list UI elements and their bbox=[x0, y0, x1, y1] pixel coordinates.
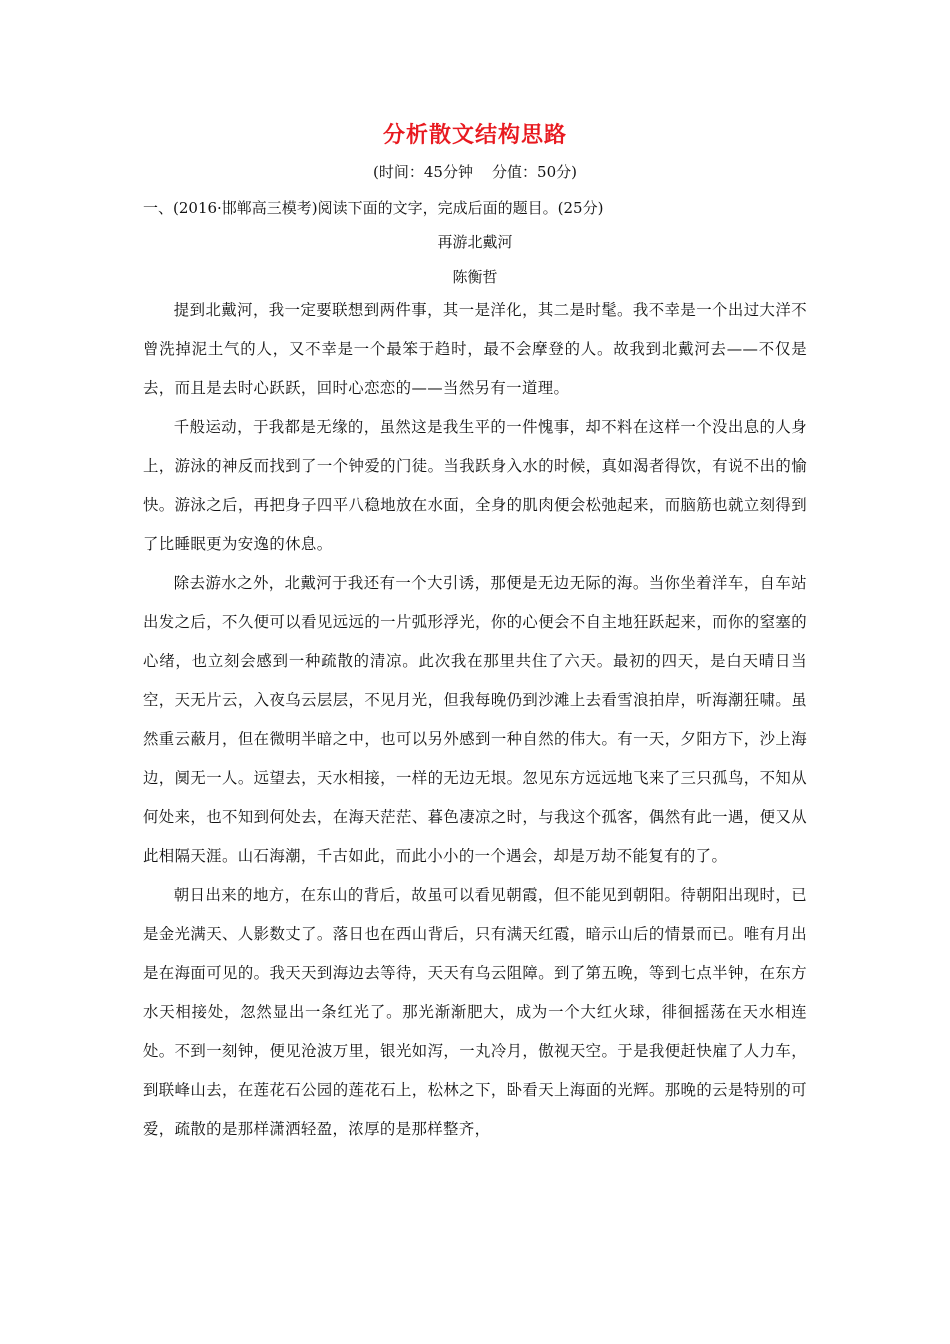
question-prompt: 一、(2016·邯郸高三模考)阅读下面的文字，完成后面的题目。(25分) bbox=[143, 199, 604, 217]
paragraph-4: 朝日出来的地方，在东山的背后，故虽可以看见朝霞，但不能见到朝阳。待朝阳出现时，已是金光满天、人影数丈了。落日也在西山背后，只有满天红霞，暗示山后的情景而已。唯有月出是在海面可见的。我天天到海边去等待，天天有乌云阻障。到了第五晚，等到七点半钟，在东方水天相接处，忽然显出一条红光了。那光渐渐肥大，成为一个大红火球，徘徊摇荡在天水相连处。不到一刻钟，便见沧波万里，银光如泻，一丸冷月，傲视天空。于是我便赶快雇了人力车，到联峰山去，在莲花石公园的莲花石上，松林之下，卧看天上海面的光辉。那晚的云是特别的可爱，疏散的是那样潇洒轻盈，浓厚的是那样整齐， bbox=[143, 886, 807, 1138]
article-body bbox=[143, 291, 807, 1149]
article-author: 陈衡哲 bbox=[452, 268, 498, 286]
paragraph-1: 提到北戴河，我一定要联想到两件事，其一是洋化，其二是时髦。我不幸是一个出过大洋不曾洗掉泥土气的人，又不幸是一个最笨于趋时，最不会摩登的人。故我到北戴河去——不仅是去，而且是去时心跃跃，回时心恋恋的——当然另有一道理。 bbox=[143, 301, 807, 397]
paragraph-3: 除去游水之外，北戴河于我还有一个大引诱，那便是无边无际的海。当你坐着洋车，自车站出发之后，不久便可以看见远远的一片弧形浮光，你的心便会不自主地狂跃起来，而你的窒塞的心绪，也立刻会感到一种疏散的清凉。此次我在那里共住了六天。最初的四天，是白天晴日当空，天无片云，入夜乌云层层，不见月光，但我每晚仍到沙滩上去看雪浪拍岸，听海潮狂啸。虽然重云蔽月，但在微明半暗之中，也可以另外感到一种自然的伟大。有一天，夕阳方下，沙上海边，阒无一人。远望去，天水相接，一样的无边无垠。忽见东方远远地飞来了三只孤鸟，不知从何处来，也不知到何处去，在海天茫茫、暮色凄凉之时，与我这个孤客，偶然有此一遇，便又从此相隔天涯。山石海潮，千古如此，而此小小的一个遇会，却是万劫不能复有的了。 bbox=[143, 574, 807, 865]
exam-meta: (时间：45分钟 分值：50分) bbox=[373, 163, 577, 181]
paragraph-2: 千般运动，于我都是无缘的，虽然这是我生平的一件愧事，却不料在这样一个没出息的人身上，游泳的神反而找到了一个钟爱的门徒。当我跃身入水的时候，真如渴者得饮，有说不出的愉快。游泳之后，再把身子四平八稳地放在水面，全身的肌肉便会松弛起来，而脑筋也就立刻得到了比睡眠更为安逸的休息。 bbox=[143, 418, 807, 553]
document-title: 分析散文结构思路 bbox=[382, 122, 567, 148]
article-title: 再游北戴河 bbox=[437, 233, 513, 251]
